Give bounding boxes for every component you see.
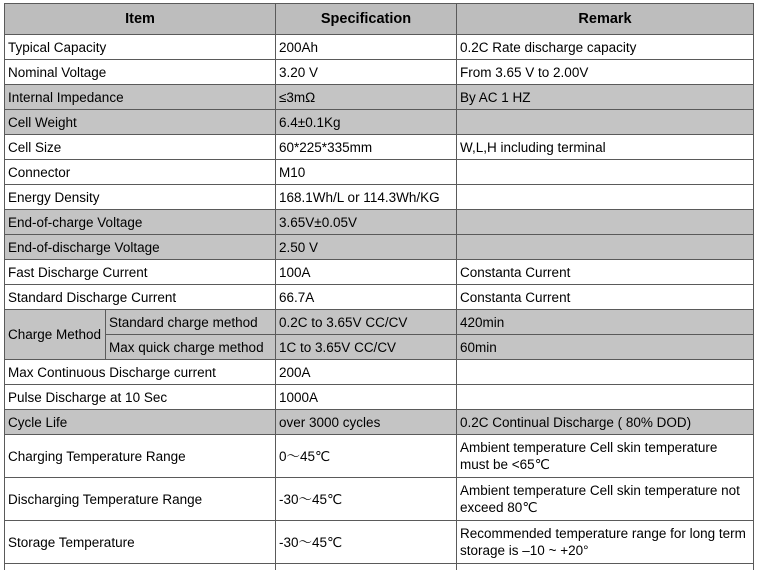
spec-cell: ≤3mΩ [276, 85, 457, 110]
remark-cell [457, 110, 754, 135]
item-cell: Nominal Voltage [5, 60, 276, 85]
remark-cell [457, 360, 754, 385]
charge-method-name: Max quick charge method [106, 335, 276, 360]
remark-cell [457, 185, 754, 210]
item-cell: End-of-charge Voltage [5, 210, 276, 235]
charge-method-name: Standard charge method [106, 310, 276, 335]
remark-cell [457, 160, 754, 185]
remark-cell [457, 235, 754, 260]
spec-cell: 0～45℃ [276, 435, 457, 478]
remark-cell: 60min [457, 335, 754, 360]
remark-cell: W,L,H including terminal [457, 135, 754, 160]
table-row-partial [5, 564, 754, 571]
header-remark: Remark [457, 4, 754, 35]
item-cell: Typical Capacity [5, 35, 276, 60]
table-row [5, 110, 754, 135]
item-cell: Standard Discharge Current [5, 285, 276, 310]
spec-cell: 2.50 V [276, 235, 457, 260]
table-row [5, 60, 754, 85]
item-cell: Cell Size [5, 135, 276, 160]
table-row [5, 521, 754, 564]
item-cell: Max Continuous Discharge current [5, 360, 276, 385]
table-row-charge-standard [5, 310, 754, 335]
charge-method-label: Charge Method [5, 310, 106, 360]
table-row [5, 185, 754, 210]
remark-cell [457, 385, 754, 410]
table-row [5, 410, 754, 435]
table-row [5, 435, 754, 478]
spec-cell: 60*225*335mm [276, 135, 457, 160]
spec-cell: -30～45℃ [276, 478, 457, 521]
empty-cell [276, 564, 457, 571]
empty-cell [5, 564, 276, 571]
header-specification: Specification [276, 4, 457, 35]
item-cell: Charging Temperature Range [5, 435, 276, 478]
header-item: Item [5, 4, 276, 35]
spec-cell: -30～45℃ [276, 521, 457, 564]
remark-cell: By AC 1 HZ [457, 85, 754, 110]
remark-cell: Constanta Current [457, 260, 754, 285]
spec-cell: 6.4±0.1Kg [276, 110, 457, 135]
item-cell: Storage Temperature [5, 521, 276, 564]
table-row [5, 235, 754, 260]
spec-cell: 200Ah [276, 35, 457, 60]
table-row [5, 135, 754, 160]
item-cell: Connector [5, 160, 276, 185]
remark-cell [457, 210, 754, 235]
item-cell: Energy Density [5, 185, 276, 210]
spec-cell: 1C to 3.65V CC/CV [276, 335, 457, 360]
remark-cell: 0.2C Continual Discharge ( 80% DOD) [457, 410, 754, 435]
spec-cell: over 3000 cycles [276, 410, 457, 435]
remark-cell: 0.2C Rate discharge capacity [457, 35, 754, 60]
remark-cell: Ambient temperature Cell skin temperature not exceed 80℃ [457, 478, 754, 521]
item-cell: End-of-discharge Voltage [5, 235, 276, 260]
table-row [5, 385, 754, 410]
spec-cell: 100A [276, 260, 457, 285]
table-row-charge-quick [5, 335, 754, 360]
table-row [5, 35, 754, 60]
spec-cell: 0.2C to 3.65V CC/CV [276, 310, 457, 335]
specification-table [4, 3, 754, 570]
spec-cell: 66.7A [276, 285, 457, 310]
table-row [5, 260, 754, 285]
spec-cell: 200A [276, 360, 457, 385]
table-row [5, 210, 754, 235]
spec-cell: M10 [276, 160, 457, 185]
remark-cell: From 3.65 V to 2.00V [457, 60, 754, 85]
table-row [5, 160, 754, 185]
item-cell: Fast Discharge Current [5, 260, 276, 285]
remark-cell: 420min [457, 310, 754, 335]
item-cell: Discharging Temperature Range [5, 478, 276, 521]
table-row [5, 85, 754, 110]
spec-cell: 3.65V±0.05V [276, 210, 457, 235]
item-cell: Pulse Discharge at 10 Sec [5, 385, 276, 410]
item-cell: Cell Weight [5, 110, 276, 135]
remark-cell: Constanta Current [457, 285, 754, 310]
remark-cell: Recommended temperature range for long term storage is –10 ~ +20° [457, 521, 754, 564]
header-row [5, 4, 754, 35]
item-cell: Cycle Life [5, 410, 276, 435]
spec-cell: 1000A [276, 385, 457, 410]
empty-cell [457, 564, 754, 571]
spec-cell: 3.20 V [276, 60, 457, 85]
table-row [5, 285, 754, 310]
table-row [5, 478, 754, 521]
item-cell: Internal Impedance [5, 85, 276, 110]
spec-cell: 168.1Wh/L or 114.3Wh/KG [276, 185, 457, 210]
remark-cell: Ambient temperature Cell skin temperature must be <65℃ [457, 435, 754, 478]
table-row [5, 360, 754, 385]
